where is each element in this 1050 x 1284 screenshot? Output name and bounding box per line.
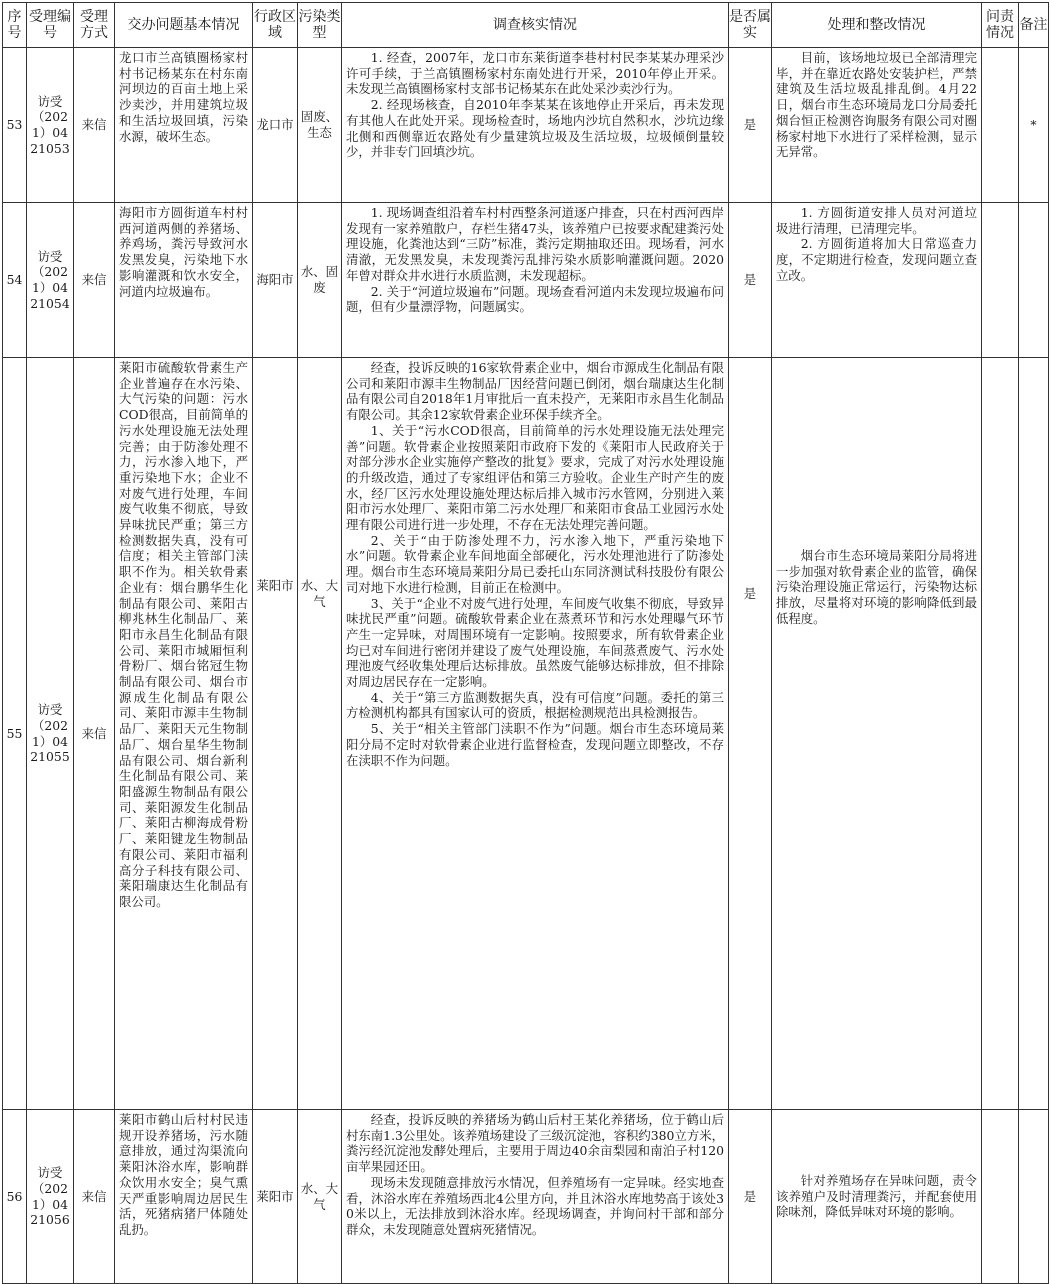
cell-accountability [982,203,1019,358]
cell-code: 访受（2021）0421055 [27,358,74,1110]
header-code: 受理编号 [27,3,74,48]
investigation-paragraph: 2、关于“由于防渗处理不力，污水渗入地下，严重污染地下水”问题。软骨素企业车间地面全部硬化，污水处理池进行了防渗处理。烟台市生态环境局莱阳分局已委托山东同济测试科技股份有限公司对地下水进行检测，目前正在检测中。 [346,532,724,595]
cell-seq: 55 [3,358,27,1110]
cell-region: 龙口市 [253,48,298,203]
investigation-paragraph: 5、关于“相关主管部门渎职不作为”问题。烟台市生态环境局莱阳分局不定时对软骨素企业进行监督检查，发现问题立即整改，不存在渎职不作为问题。 [346,721,724,768]
cell-region: 海阳市 [253,203,298,358]
cell-code: 访受（2021）0421054 [27,203,74,358]
cell-region: 莱阳市 [253,358,298,1110]
header-remarks: 备注 [1019,3,1049,48]
investigation-paragraph: 经查，投诉反映的16家软骨素企业中，烟台市源成生化制品有限公司和莱阳市源丰生物制品厂因经营问题已倒闭，烟台瑞康达生化制品有限公司自2018年1月审批后一直未投产，无莱阳市永昌生化制品有限公司。其余12家软骨素企业环保手续齐全。 [346,360,724,423]
cell-handling [772,48,982,203]
cell-seq: 53 [3,48,27,203]
complaint-table [2,2,1049,1284]
table-row [3,203,1049,358]
handling-paragraph: 2. 方圆街道将加大日常巡查力度，不定期进行检查，发现问题立查立改。 [776,236,977,283]
cell-code: 访受（2021）0421053 [27,48,74,203]
cell-handling [772,1110,982,1284]
investigation-paragraph: 1、关于“污水COD很高，目前简单的污水处理设施无法处理完善”问题。软骨素企业按照莱阳市政府下发的《莱阳市人民政府关于对部分涉水企业实施停产整改的批复》要求，完成了对污水处理设施的升级改造，通过了专家组评估和第三方验收。企业生产时产生的废水，经厂区污水处理设施处理达标后排入城市污水管网，分别进入莱阳市污水处理厂、莱阳市第二污水处理厂和莱阳市食品工业园污水处理有限公司进行进一步处理，不存在无法处理完善问题。 [346,422,724,533]
investigation-paragraph: 2. 关于“河道垃圾遍布”问题。现场查看河道内未发现垃圾遍布问题，但有少量漂浮物，问题属实。 [346,283,724,315]
cell-verified: 是 [729,358,772,1110]
header-method: 受理方式 [74,3,115,48]
header-investigation: 调查核实情况 [342,3,729,48]
investigation-paragraph: 2. 经现场核查，自2010年李某某在该地停止开采后，再未发现有其他人在此处开采。现场检查时，场地内沙坑自然积水，沙坑边缘北侧和西侧靠近农路处有少量建筑垃圾及生活垃圾，垃圾倾倒量较少，并非专门回填沙坑。 [346,97,724,160]
handling-paragraph: 1. 方圆街道安排人员对河道垃圾进行清理，已清理完毕。 [776,205,977,236]
cell-accountability [982,48,1019,203]
cell-pollution: 固废、生态 [298,48,342,203]
cell-pollution: 水、大气 [298,358,342,1110]
investigation-paragraph: 3、关于“企业不对废气进行处理，车间废气收集不彻底，导致异味扰民严重”问题。硫酸软骨素企业在蒸煮环节和污水处理曝气环节产生一定异味，对周围环境有一定影响。按照要求，所有软骨素企业均已对车间进行密闭并建设了废气处理设施，车间蒸煮废气、污水处理池废气经收集处理后达标排放。虽然废气能够达标排放，但不排除对周边居民存在一定影响。 [346,595,724,690]
cell-remarks: * [1019,48,1049,203]
table-row [3,48,1049,203]
header-accountability: 问责情况 [982,3,1019,48]
header-region: 行政区域 [253,3,298,48]
cell-problem: 海阳市方圆街道车村村西河道两侧的养猪场、养鸡场，粪污导致河水发黑发臭，污染地下水影响灌溉和饮水安全，河道内垃圾遍布。 [115,203,253,358]
investigation-paragraph: 1. 经查，2007年，龙口市东莱街道李巷村村民李某某办理采沙许可手续，于兰高镇圈杨家村东南处进行开采，2010年停止开采。未发现兰高镇圈杨家村支部书记杨某东在此处采沙卖沙行为。 [346,50,724,97]
header-pollution: 污染类型 [298,3,342,48]
table-row [3,358,1049,1110]
cell-problem: 莱阳市硫酸软骨素生产企业普遍存在水污染、大气污染的问题：污水COD很高，目前简单的污水处理设施无法处理完善；由于防渗处理不力，污水渗入地下，严重污染地下水；企业不对废气进行处理，车间废气收集不彻底，导致异味扰民严重；第三方检测数据失真，没有可信度；相关主管部门渎职不作为。相关软骨素企业有：烟台鹏华生化制品有限公司、莱阳古柳兆林生化制品厂、莱阳市永昌生化制品有限公司、莱阳市城厢恒利骨粉厂、烟台铭冠生物制品有限公司、烟台市源成生化制品有限公司、莱阳市源丰生物制品厂、莱阳天元生物制品厂、烟台星华生物制品有限公司、烟台新利生化制品有限公司、莱阳盛源生物制品有限公司、莱阳源发生化制品厂、莱阳古柳海成骨粉厂、莱阳键龙生物制品有限公司、莱阳市福利高分子科技有限公司、莱阳瑞康达生化制品有限公司。 [115,358,253,1110]
cell-method: 来信 [74,48,115,203]
cell-pollution: 水、固废 [298,203,342,358]
cell-verified: 是 [729,203,772,358]
cell-region: 莱阳市 [253,1110,298,1284]
cell-method: 来信 [74,1110,115,1284]
header-handling: 处理和整改情况 [772,3,982,48]
cell-verified: 是 [729,48,772,203]
cell-problem: 龙口市兰高镇圈杨家村村书记杨某东在村东南河坝边的百亩土地上采沙卖沙，并用建筑垃圾和生活垃圾回填，污染水源，破坏生态。 [115,48,253,203]
cell-method: 来信 [74,203,115,358]
cell-investigation [342,1110,729,1284]
handling-paragraph: 针对养殖场存在异味问题，责令该养殖户及时清理粪污，并配套使用除味剂，降低异味对环境的影响。 [776,1172,977,1220]
cell-seq: 56 [3,1110,27,1284]
handling-paragraph: 烟台市生态环境局莱阳分局将进一步加强对软骨素企业的监管，确保污染治理设施正常运行，污染物达标排放，尽量将对环境的影响降低到最低程度。 [776,548,977,626]
cell-remarks [1019,1110,1049,1284]
header-seq: 序号 [3,3,27,48]
cell-remarks [1019,358,1049,1110]
cell-code: 访受（2021）0421056 [27,1110,74,1284]
cell-handling [772,358,982,1110]
cell-problem: 莱阳市鹤山后村村民违规开设养猪场，污水随意排放，通过沟渠流向莱阳沐浴水库，影响群众饮用水安全；臭气熏天严重影响周边居民生活，死猪病猪尸体随处乱扔。 [115,1110,253,1284]
investigation-paragraph: 4、关于“第三方监测数据失真，没有可信度”问题。委托的第三方检测机构都具有国家认可的资质，根据检测规范出具检测报告。 [346,689,724,721]
header-verified: 是否属实 [729,3,772,48]
header-row [3,3,1049,48]
investigation-paragraph: 经查，投诉反映的养猪场为鹤山后村王某化养猪场，位于鹤山后村东南1.3公里处。该养殖场建设了三级沉淀池，容积约380立方米，粪污经沉淀池发酵处理后，主要用于周边40余亩梨园和南泊子村120亩苹果园还田。 [346,1112,724,1175]
cell-pollution: 水、大气 [298,1110,342,1284]
cell-handling [772,203,982,358]
cell-investigation [342,48,729,203]
header-problem: 交办问题基本情况 [115,3,253,48]
cell-investigation [342,358,729,1110]
cell-accountability [982,358,1019,1110]
investigation-paragraph: 1. 现场调查组沿着车村村西整条河道逐户排查，只在村西河西岸发现有一家养殖散户，存栏生猪47头，该养殖户已按要求配建粪污处理设施，化粪池达到“三防”标准，粪污定期抽取还田。现场看，河水清澈，无发黑发臭，未发现粪污乱排污染水质影响灌溉问题。2020年曾对群众井水进行水质监测，未发现超标。 [346,205,724,283]
cell-method: 来信 [74,358,115,1110]
handling-paragraph: 目前，该场地垃圾已全部清理完毕，并在靠近农路处安装护栏，严禁建筑及生活垃圾乱排乱倒。4月22日，烟台市生态环境局龙口分局委托烟台恒正检测咨询服务有限公司对圈杨家村地下水进行了采样检测，显示无异常。 [776,50,977,160]
cell-seq: 54 [3,203,27,358]
cell-verified: 是 [729,1110,772,1284]
table-row [3,1110,1049,1284]
cell-accountability [982,1110,1019,1284]
cell-remarks [1019,203,1049,358]
investigation-paragraph: 现场未发现随意排放污水情况，但养殖场有一定异味。经实地查看，沐浴水库在养殖场西北4公里方向，并且沐浴水库地势高于该处30米以上，无法排放到沐浴水库。经现场调查，并询问村干部和部分群众，未发现随意处置病死猪情况。 [346,1174,724,1237]
cell-investigation [342,203,729,358]
